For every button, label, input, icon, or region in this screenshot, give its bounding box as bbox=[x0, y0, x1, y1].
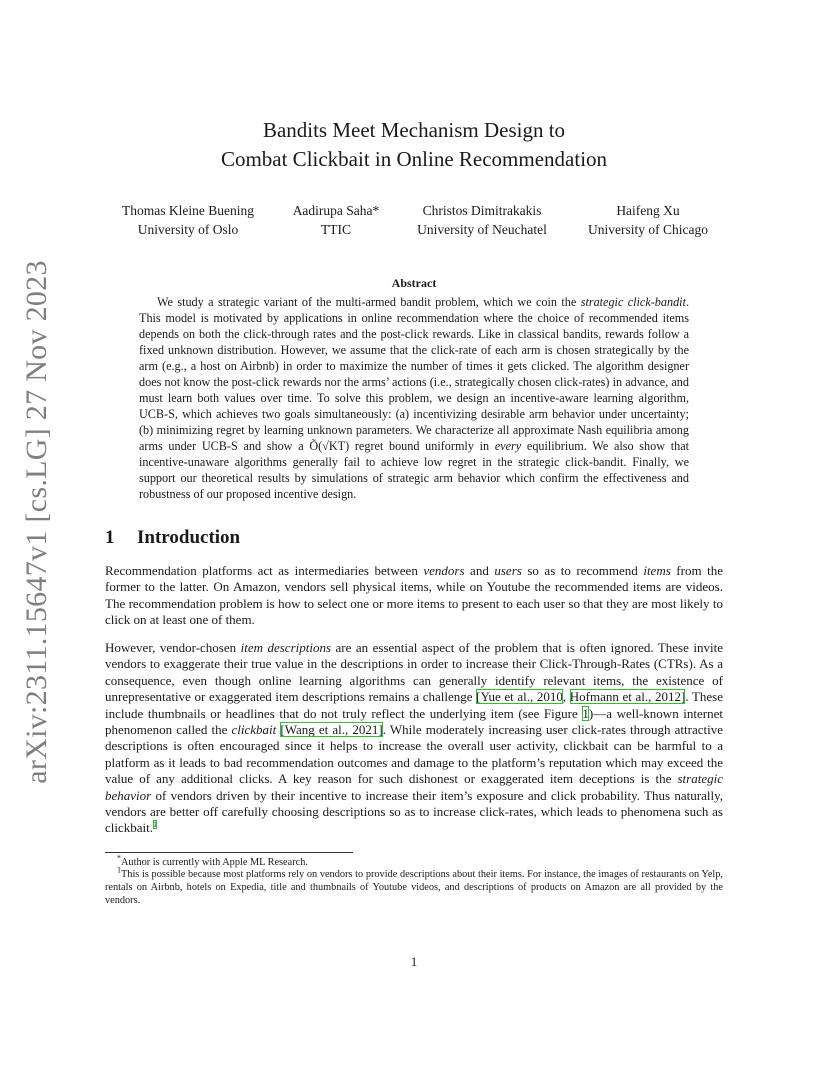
author-2 bbox=[278, 201, 394, 239]
figure-link[interactable]: 1 bbox=[582, 705, 589, 721]
regret-bound-math: Õ(√KT) bbox=[309, 439, 350, 453]
footnote-star: *Author is currently with Apple ML Research. bbox=[117, 853, 308, 868]
author-3 bbox=[404, 201, 560, 239]
author-name: Aadirupa Saha* bbox=[292, 203, 380, 218]
section-number: 1 bbox=[105, 527, 115, 548]
author-affiliation: TTIC bbox=[321, 222, 351, 237]
author-affiliation: University of Chicago bbox=[588, 222, 708, 237]
author-affiliation: University of Neuchatel bbox=[417, 222, 547, 237]
author-1 bbox=[108, 201, 268, 239]
arxiv-identifier-text: arXiv:2311.15647v1 [cs.LG] 27 Nov 2023 bbox=[20, 260, 53, 784]
page-number: 1 bbox=[410, 954, 418, 969]
footnote-1: $^1$This is possible because most platforms rely on vendors to provide descriptions about their items. For instance, the images of restaurants on Yelp, rentals on Airbnb, hotels on Expedia, title and thumbnails of Youtube videos, and descriptions of products on Amazon are all provided by the vendors. bbox=[105, 865, 723, 906]
intro-paragraph-1: Recommendation platforms act as intermediaries between vendors and users so as to recommend items from the former to the latter. On Amazon, vendors sell physical items, while on Youtube the recommended items are videos. The recommendation problem is how to select one or more items to present to each user so that they are most likely to click on at least one of them. bbox=[105, 563, 723, 628]
section-heading bbox=[105, 527, 240, 549]
arxiv-identifier bbox=[14, 260, 60, 784]
author-name: Christos Dimitrakakis bbox=[422, 203, 542, 218]
author-name: Thomas Kleine Buening bbox=[122, 203, 254, 218]
author-name: Haifeng Xu bbox=[616, 203, 680, 218]
abstract-heading: Abstract bbox=[391, 276, 437, 290]
footnote-link[interactable]: 1 bbox=[153, 820, 158, 830]
paper-title-line2: Combat Clickbait in Online Recommendation bbox=[220, 147, 608, 171]
citation-link-yue[interactable]: [Yue et al., 2010 bbox=[476, 689, 563, 705]
intro-paragraph-2: However, vendor-chosen item descriptions are an essential aspect of the problem that is often ignored. These invite vendors to exaggerate their true value in the descriptions in order to increase their Click-Through-Rates (CTRs). As a consequence, even though online learning algorithms can generally identify relevant items, the existence of unrepresentative or exaggerated item descriptions remains a challenge [Yue et al., 2010, Hofmann et al., 2012]. These include thumbnails or headlines that do not truly reflect the underlying item (see Figure 1)—a well-known internet phenomenon called the clickbait [Wang et al., 2021]. While moderately increasing user click-rates through attractive descriptions is often encouraged since it helps to increase the overall user activity, clickbait can be harmful to a platform as it leads to bad recommendation outcomes and damage to the platform’s reputation which may exceed the value of any additional clicks. A key reason for such dishonest or exaggerated item deceptions is the strategic behavior of vendors driven by their incentive to increase their item’s exposure and click probability. Thus naturally, vendors are better off carefully choosing descriptions so as to increase click-rates, which leads to phenomena such as clickbait.$^1$ bbox=[105, 640, 723, 836]
citation-link-hofmann[interactable]: Hofmann et al., 2012] bbox=[569, 689, 686, 705]
citation-link-wang[interactable]: [Wang et al., 2021] bbox=[280, 722, 383, 738]
paper-title-line1: Bandits Meet Mechanism Design to bbox=[262, 118, 566, 142]
section-title: Introduction bbox=[137, 527, 241, 548]
author-4 bbox=[576, 201, 720, 239]
author-affiliation: University of Oslo bbox=[137, 222, 239, 237]
abstract-body: We study a strategic variant of the multi-armed bandit problem, which we coin the strategic click-bandit. This model is motivated by applications in online recommendation where the choice of recommended items depends on both the click-through rates and the post-click rewards. Like in classical bandits, rewards follow a fixed unknown distribution. However, we assume that the click-rate of each arm is chosen strategically by the arm (e.g., a host on Airbnb) in order to maximize the number of times it gets clicked. The algorithm designer does not know the post-click rewards nor the arms’ actions (i.e., strategically chosen click-rates) in advance, and must learn both values over time. To solve this problem, we design an incentive-aware learning algorithm, UCB-S, which achieves two goals simultaneously: (a) incentivizing desirable arm behavior under uncertainty; (b) minimizing regret by learning unknown parameters. We characterize all approximate Nash equilibria among arms under UCB-S and show a Õ(√KT) regret bound uniformly in every equilibrium. We also show that incentive-unaware algorithms generally fail to achieve low regret in the strategic click-bandit. Finally, we support our theoretical results by simulations of strategic arm behavior which confirm the effectiveness and robustness of our proposed incentive design. bbox=[139, 295, 690, 501]
footnote-rule bbox=[105, 852, 353, 853]
